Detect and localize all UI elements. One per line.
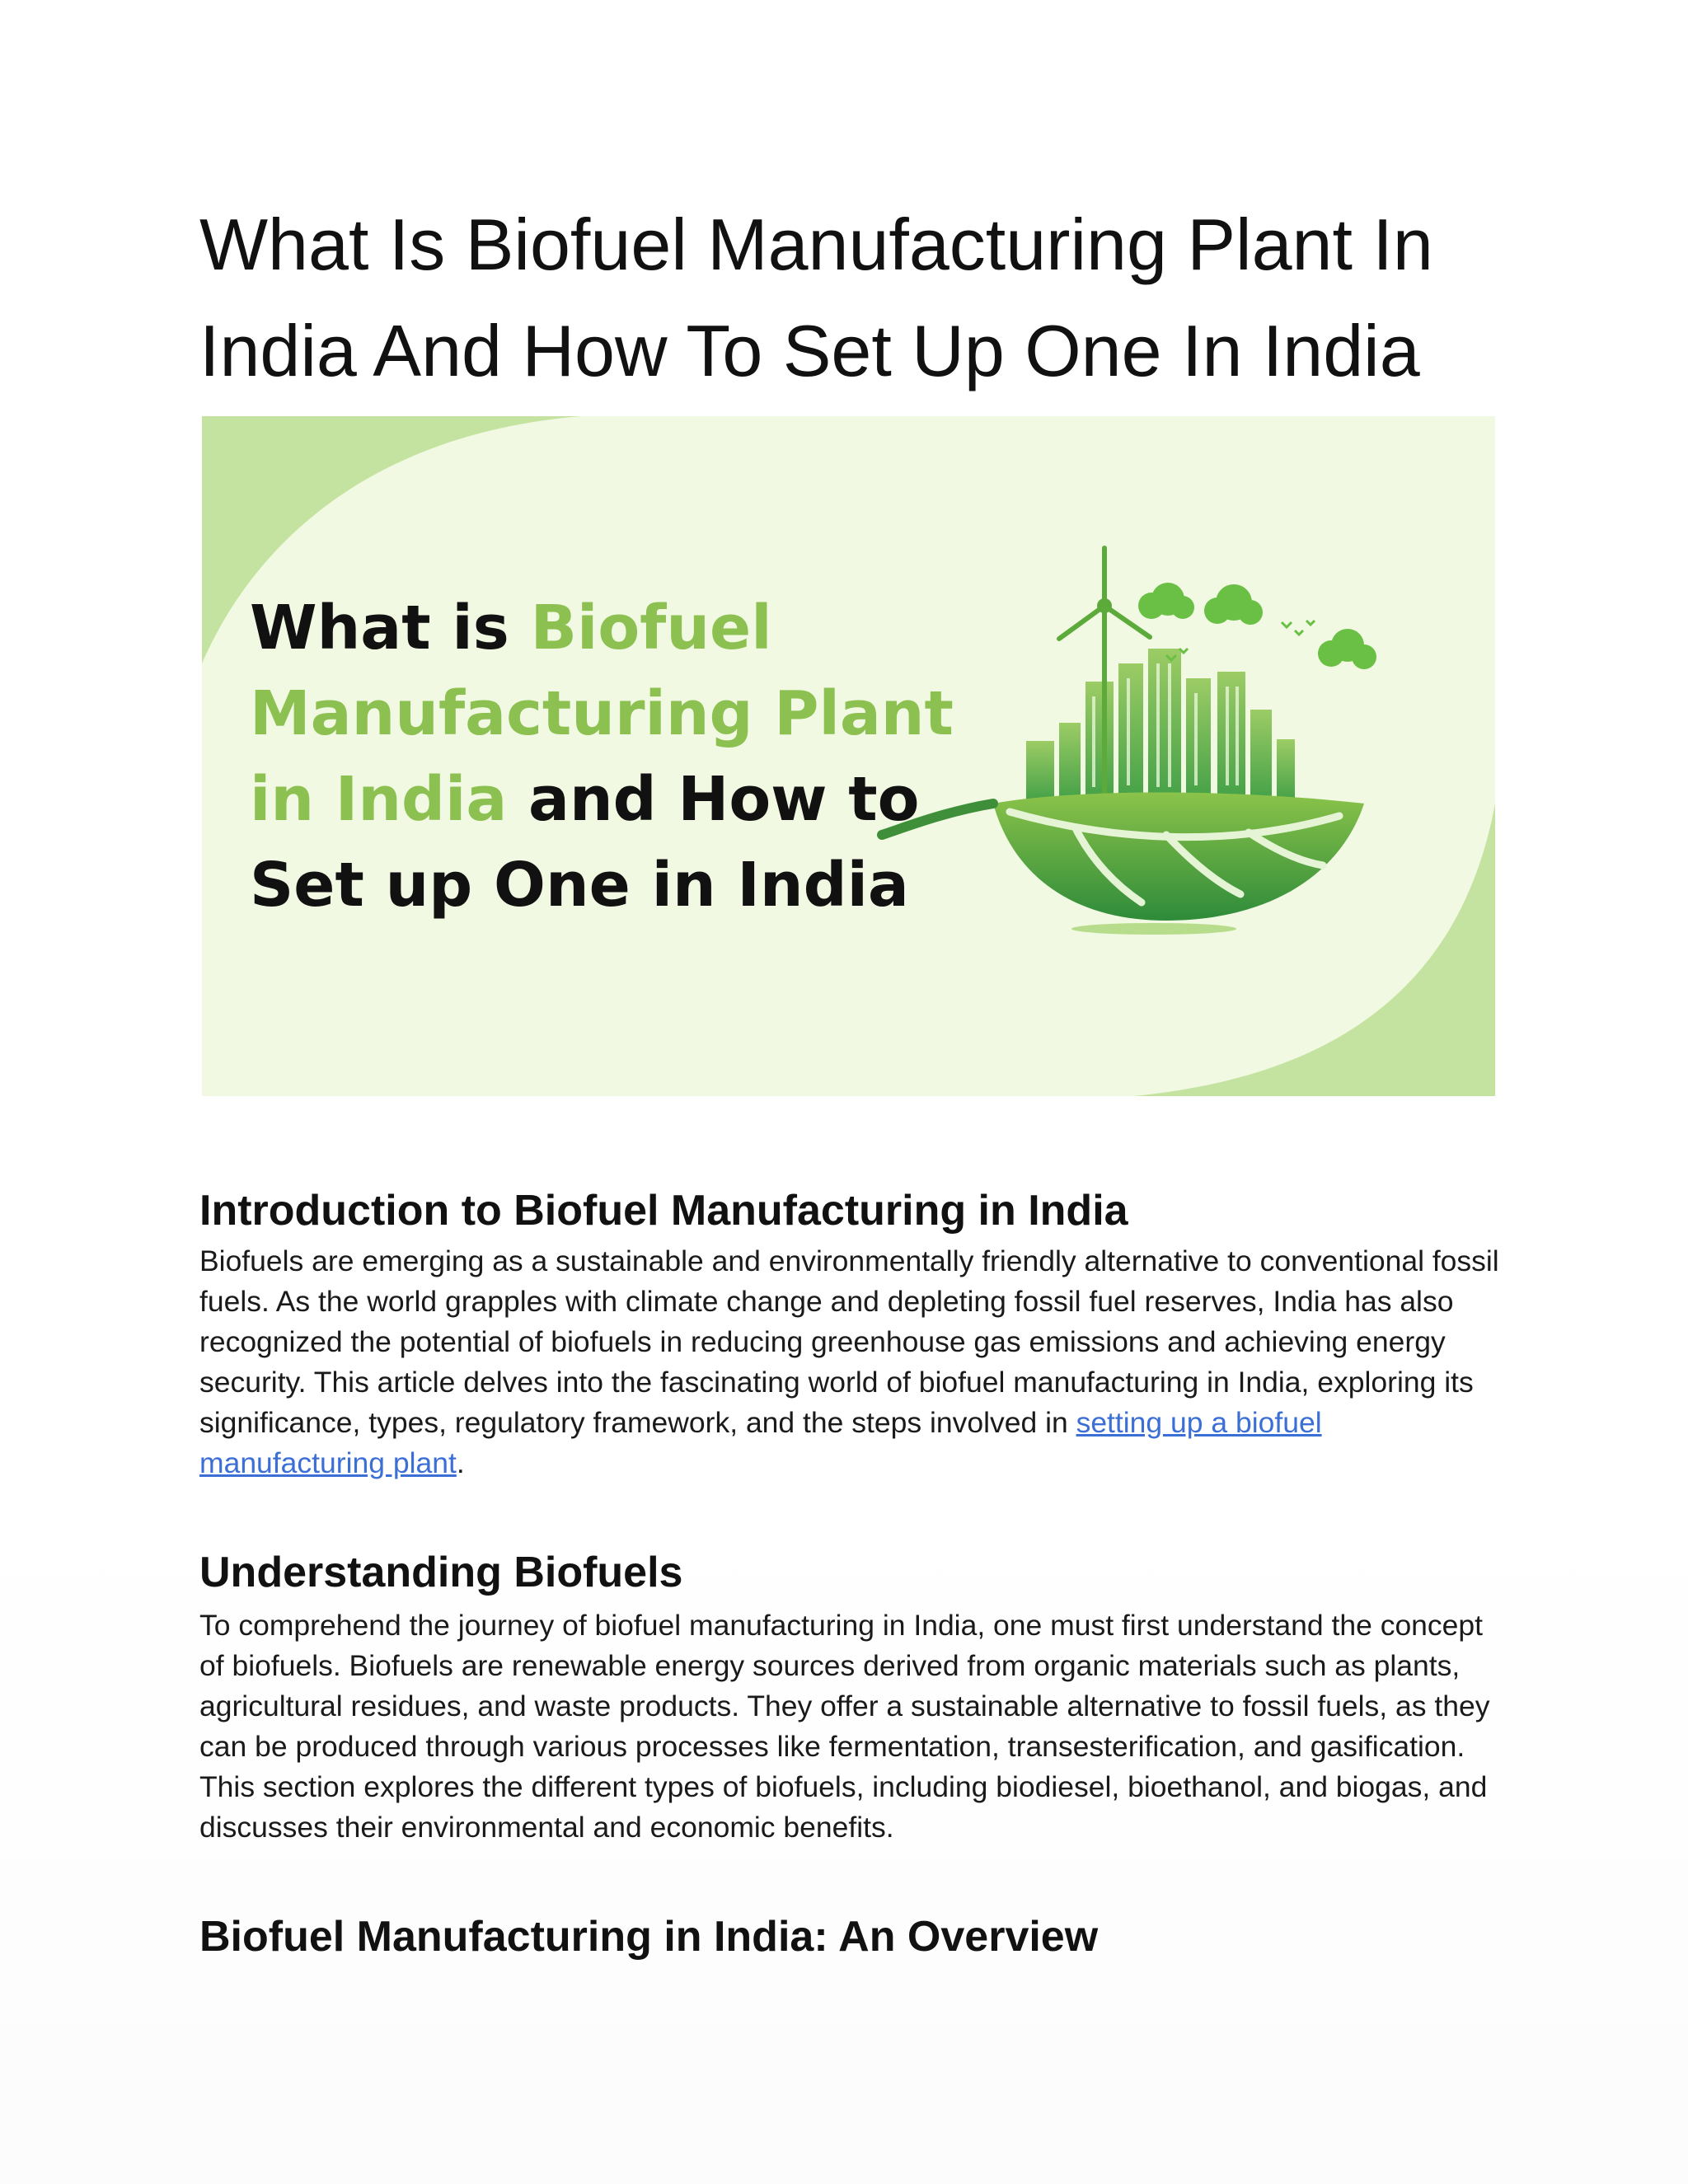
section-heading-introduction: Introduction to Biofuel Manufacturing in India (199, 1187, 1128, 1235)
intro-text: Biofuels are emerging as a sustainable and environmentally friendly alternative to conventional fossil fuels. As the world grapples with climate change and depleting fossil fuel reserves, India has also recognized the potential of biofuels in reducing greenhouse gas emissions and achieving energy security. This article delves into the fascinating world of biofuel manufacturing in India, exploring its significance, types, regulatory framework, and the steps involved in (199, 1244, 1499, 1439)
banner-line-4: Set up One in India (250, 850, 909, 921)
section-heading-overview: Biofuel Manufacturing in India: An Overview (199, 1913, 1099, 1961)
section-paragraph-understanding: To comprehend the journey of biofuel manufacturing in India, one must first understand the concept of biofuels. Biofuels are renewable energy sources derived from organic materials such as plants, agricultural residues, and waste products. They offer a sustainable alternative to fossil fuels, as they can be produced through various processes like fermentation, transesterification, and gasification. This section explores the different types of biofuels, including biodiesel, bioethanol, and biogas, and discusses their environmental and economic benefits. (199, 1609, 1490, 1844)
banner-line-1: What is Biofuel (250, 593, 772, 663)
banner-line-2: Manufacturing Plant (250, 678, 954, 749)
banner-line-3: in India and How to (250, 764, 920, 835)
section-heading-understanding: Understanding Biofuels (199, 1549, 683, 1596)
hero-banner-image (202, 416, 1495, 1096)
banner-graphic (202, 416, 1495, 1096)
setting-up-plant-link[interactable]: setting up a biofuel manufacturing plant (199, 1406, 1322, 1479)
intro-text-end: . (456, 1446, 465, 1479)
section-paragraph-introduction (199, 1241, 1510, 1483)
page-title: What Is Biofuel Manufacturing Plant In India And How To Set Up One In India (199, 204, 1433, 391)
